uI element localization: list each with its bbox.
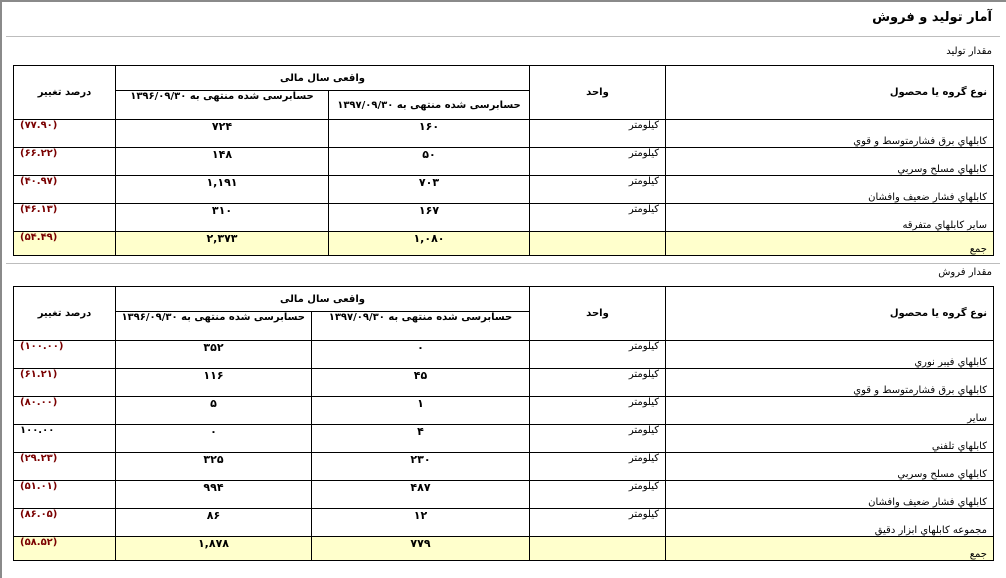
pct-change: (۶۱.۲۱) <box>14 369 116 397</box>
product-name: كابلهاي برق فشارمتوسط و قوي <box>666 369 994 397</box>
table-row <box>14 341 994 369</box>
col-header-1396: حسابرسی شده منتهی به ۱۳۹۶/۰۹/۳۰ <box>116 312 312 341</box>
product-name: مجموعه كابلهاي ابزار دقيق <box>666 509 994 537</box>
total-pct-change: (۵۸.۵۲) <box>14 537 116 561</box>
total-row <box>14 232 994 256</box>
product-name: كابلهاي تلفني <box>666 425 994 453</box>
table-row <box>14 369 994 397</box>
table-row <box>14 176 994 204</box>
pct-change: (۷۷.۹۰) <box>14 120 116 148</box>
col-header-fiscal-year: واقعی سال مالی <box>116 287 530 312</box>
total-1396: ۱,۸۷۸ <box>116 537 312 561</box>
table-row <box>14 204 994 232</box>
unit: كيلومتر <box>530 509 666 537</box>
col-header-1396: حسابرسی شده منتهی به ۱۳۹۶/۰۹/۳۰ <box>116 91 329 120</box>
total-1396: ۲,۳۷۳ <box>116 232 329 256</box>
product-name: ساير كابلهاي متفرقه <box>666 204 994 232</box>
unit: كيلومتر <box>530 176 666 204</box>
table-row <box>14 453 994 481</box>
section-divider <box>6 263 1000 264</box>
value-1396: ۳۲۵ <box>116 453 312 481</box>
pct-change: (۸۰.۰۰) <box>14 397 116 425</box>
value-1397: ۱۲ <box>312 509 530 537</box>
table-row <box>14 397 994 425</box>
total-unit <box>530 537 666 561</box>
pct-change: (۸۶.۰۵) <box>14 509 116 537</box>
unit: كيلومتر <box>530 397 666 425</box>
product-name: كابلهاي فيبر نوري <box>666 341 994 369</box>
product-name: كابلهاي برق فشارمتوسط و قوي <box>666 120 994 148</box>
unit: كيلومتر <box>530 120 666 148</box>
table-row <box>14 509 994 537</box>
value-1396: ۱۱۶ <box>116 369 312 397</box>
product-name: كابلهاي مسلح وسربي <box>666 148 994 176</box>
pct-change: (۴۶.۱۳) <box>14 204 116 232</box>
value-1396: ۱۴۸ <box>116 148 329 176</box>
unit: كيلومتر <box>530 148 666 176</box>
col-header-pct-change: درصد تغییر <box>14 66 116 120</box>
value-1396: ۸۶ <box>116 509 312 537</box>
total-label: جمع <box>666 537 994 561</box>
total-1397: ۷۷۹ <box>312 537 530 561</box>
value-1397: ۴ <box>312 425 530 453</box>
title-divider <box>6 36 1000 37</box>
col-header-product: نوع گروه یا محصول <box>666 287 994 341</box>
total-unit <box>530 232 666 256</box>
pct-change: (۵۱.۰۱) <box>14 481 116 509</box>
table-row <box>14 120 994 148</box>
product-name: كابلهاي فشار ضعيف وافشان <box>666 176 994 204</box>
unit: كيلومتر <box>530 481 666 509</box>
value-1397: ۲۳۰ <box>312 453 530 481</box>
value-1396: ۳۵۲ <box>116 341 312 369</box>
pct-change: ۱۰۰.۰۰ <box>14 425 116 453</box>
value-1397: ۷۰۳ <box>329 176 530 204</box>
value-1396: ۰ <box>116 425 312 453</box>
col-header-1397: حسابرسی شده منتهی به ۱۳۹۷/۰۹/۳۰ <box>312 312 530 341</box>
col-header-1397: حسابرسی شده منتهی به ۱۳۹۷/۰۹/۳۰ <box>329 91 530 120</box>
total-1397: ۱,۰۸۰ <box>329 232 530 256</box>
value-1397: ۱۶۰ <box>329 120 530 148</box>
value-1397: ۱۶۷ <box>329 204 530 232</box>
value-1396: ۱,۱۹۱ <box>116 176 329 204</box>
unit: كيلومتر <box>530 453 666 481</box>
window-top-border <box>0 0 1006 2</box>
table-row <box>14 148 994 176</box>
value-1397: ۰ <box>312 341 530 369</box>
total-label: جمع <box>666 232 994 256</box>
col-header-pct-change: درصد تغییر <box>14 287 116 341</box>
total-pct-change: (۵۴.۴۹) <box>14 232 116 256</box>
table-row <box>14 481 994 509</box>
value-1396: ۳۱۰ <box>116 204 329 232</box>
production-table <box>13 65 994 256</box>
table-row <box>14 425 994 453</box>
window-left-border <box>0 0 2 578</box>
value-1396: ۷۲۴ <box>116 120 329 148</box>
unit: كيلومتر <box>530 369 666 397</box>
unit: كيلومتر <box>530 204 666 232</box>
page-title: آمار تولید و فروش <box>872 10 992 25</box>
sales-section-label: مقدار فروش <box>938 267 992 278</box>
pct-change: (۱۰۰.۰۰) <box>14 341 116 369</box>
value-1397: ۵۰ <box>329 148 530 176</box>
pct-change: (۴۰.۹۷) <box>14 176 116 204</box>
col-header-unit: واحد <box>530 287 666 341</box>
pct-change: (۶۶.۲۲) <box>14 148 116 176</box>
col-header-fiscal-year: واقعی سال مالی <box>116 66 530 91</box>
col-header-unit: واحد <box>530 66 666 120</box>
value-1396: ۵ <box>116 397 312 425</box>
value-1397: ۴۵ <box>312 369 530 397</box>
product-name: كابلهاي مسلح وسربي <box>666 453 994 481</box>
product-name: كابلهاي فشار ضعيف وافشان <box>666 481 994 509</box>
value-1397: ۴۸۷ <box>312 481 530 509</box>
total-row <box>14 537 994 561</box>
production-section-label: مقدار تولید <box>946 46 992 57</box>
col-header-product: نوع گروه یا محصول <box>666 66 994 120</box>
sales-table <box>13 286 994 561</box>
product-name: ساير <box>666 397 994 425</box>
unit: كيلومتر <box>530 425 666 453</box>
value-1397: ۱ <box>312 397 530 425</box>
unit: كيلومتر <box>530 341 666 369</box>
pct-change: (۲۹.۲۳) <box>14 453 116 481</box>
value-1396: ۹۹۴ <box>116 481 312 509</box>
